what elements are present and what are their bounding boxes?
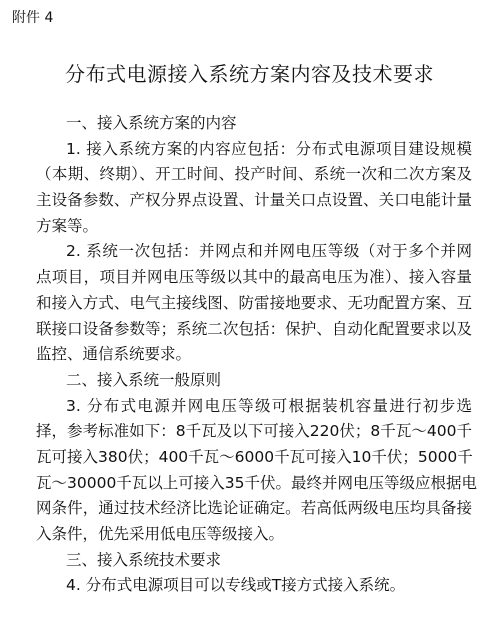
paragraph-line: 择，参考标准如下：8千瓦及以下可接入220伏；8千瓦～400千 — [36, 422, 472, 441]
paragraph-line: 2. 系统一次包括：并网点和并网电压等级（对于多个并网 — [66, 242, 472, 261]
paragraph-line: 和接入方式、电气主接线图、防雷接地要求、无功配置方案、互 — [36, 293, 472, 312]
section-heading: 二、接入系统一般原则 — [66, 370, 222, 389]
paragraph-line: 瓦可接入380伏；400千瓦～6000千瓦可接入10千伏；5000千 — [36, 447, 473, 466]
paragraph-line: 方案等。 — [36, 216, 99, 235]
paragraph-line: 3. 分布式电源并网电压等级可根据装机容量进行初步选 — [66, 396, 472, 415]
paragraph-line: （本期、终期）、开工时间、投产时间、系统一次和二次方案及 — [36, 165, 472, 184]
paragraph-line: 1. 接入系统方案的内容应包括：分布式电源项目建设规模 — [66, 139, 472, 158]
paragraph-line: 主设备参数、产权分界点设置、计量关口点设置、关口电能计量 — [36, 191, 472, 210]
paragraph-line: 联接口设备参数等；系统二次包括：保护、自动化配置要求以及 — [36, 319, 472, 338]
attachment-label: 附件 4 — [12, 10, 54, 26]
paragraph-line: 瓦～30000千瓦以上可接入35千伏。最终并网电压等级应根据电 — [36, 473, 478, 492]
paragraph-line: 4. 分布式电源项目可以专线或T接方式接入系统。 — [66, 576, 406, 595]
document-body — [36, 111, 478, 599]
paragraph-line: 入条件，优先采用低电压等级接入。 — [36, 525, 285, 543]
paragraph-line: 网条件，通过技术经济比选论证确定。若高低两级电压均具备接 — [36, 499, 472, 518]
paragraph-line: 监控、通信系统要求。 — [36, 345, 192, 364]
document-title: 分布式电源接入系统方案内容及技术要求 — [65, 62, 434, 86]
section-heading: 三、接入系统技术要求 — [66, 550, 222, 569]
section-heading: 一、接入系统方案的内容 — [66, 114, 237, 132]
paragraph-line: 点项目，项目并网电压等级以其中的最高电压为准）、接入容量 — [36, 268, 472, 287]
